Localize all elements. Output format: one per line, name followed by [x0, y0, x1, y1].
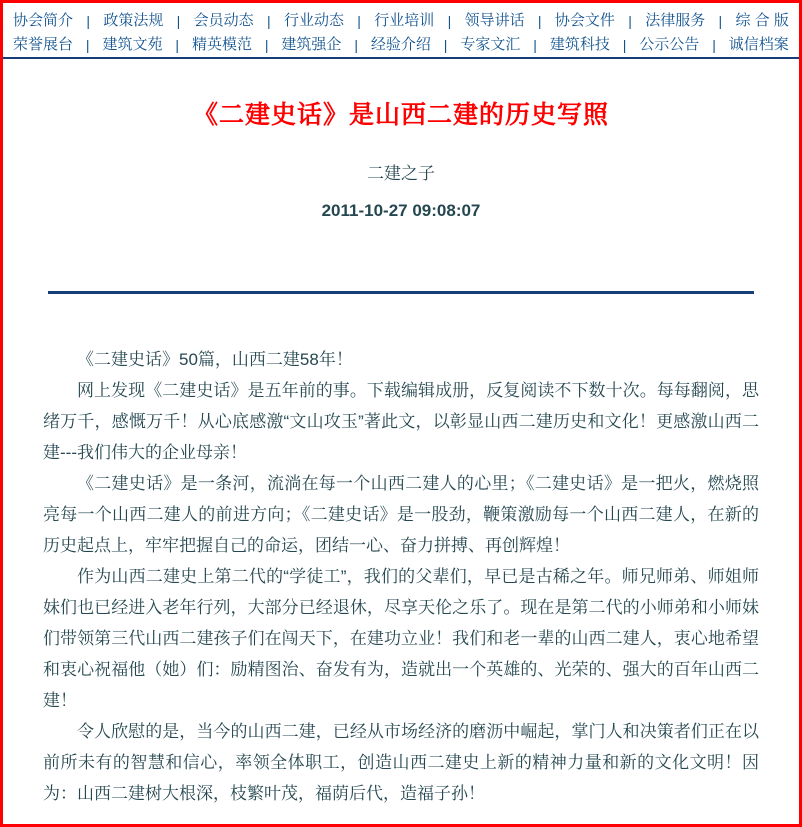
nav-separator: | [537, 13, 542, 29]
article-paragraph: 《二建史话》是一条河，流淌在每一个山西二建人的心里；《二建史话》是一把火，燃烧照亮每一个山西二建人的前进方向；《二建史话》是一股劲，鞭策激励每一个山西二建人，在新的历史起点上，牢牢把握自己的命运，团结一心、奋力拼搏、再创辉煌！ [43, 474, 759, 555]
nav-link[interactable]: 荣誉展台 [13, 36, 74, 53]
nav-separator: | [264, 37, 269, 53]
nav-link[interactable]: 公示公告 [639, 36, 700, 53]
nav-link[interactable]: 精英模范 [191, 36, 252, 53]
horizontal-divider [48, 291, 754, 294]
nav-link[interactable]: 经验介绍 [370, 36, 431, 53]
nav-row-1 [13, 9, 789, 33]
nav-link[interactable]: 综 合 版 [735, 12, 789, 29]
article-datetime: 2011-10-27 09:08:07 [321, 201, 481, 220]
nav-separator: | [533, 37, 537, 53]
nav-link[interactable]: 法律服务 [645, 12, 706, 29]
nav-separator: | [266, 13, 271, 29]
nav-link[interactable]: 政策法规 [103, 12, 164, 29]
nav-link[interactable]: 行业培训 [374, 12, 435, 29]
article-paragraph: 作为山西二建史上第二代的“学徒工”，我们的父辈们，早已是古稀之年。师兄师弟、师姐师妹们也已经进入老年行列，大部分已经退休，尽享天伦之乐了。现在是第二代的小师弟和小师妹们带领第三代山西二建孩子们在闯天下，在建功立业！我们和老一辈的山西二建人，衷心地希望和衷心祝福他（她）们：励精图治、奋发有为，造就出一个英雄的、光荣的、强大的百年山西二建！ [43, 567, 759, 710]
nav-separator: | [628, 13, 632, 29]
nav-separator: | [354, 37, 358, 53]
nav-row-2 [13, 33, 789, 57]
top-navigation [3, 3, 799, 59]
nav-link[interactable]: 领导讲话 [464, 12, 525, 29]
nav-separator: | [712, 37, 716, 53]
nav-separator: | [175, 37, 180, 53]
nav-link[interactable]: 建筑强企 [281, 36, 342, 53]
article-paragraph: 《二建史话》50篇，山西二建58年！ [77, 350, 353, 369]
article-title: 《二建史话》是山西二建的历史写照 [192, 101, 609, 129]
nav-link[interactable]: 会员动态 [193, 12, 254, 29]
nav-link[interactable]: 协会简介 [13, 12, 74, 29]
nav-separator: | [85, 37, 90, 53]
nav-separator: | [86, 13, 90, 29]
nav-link[interactable]: 协会文件 [554, 12, 615, 29]
nav-separator: | [447, 13, 452, 29]
nav-separator: | [622, 37, 627, 53]
nav-link[interactable]: 专家文汇 [460, 36, 521, 53]
nav-link[interactable]: 行业动态 [283, 12, 344, 29]
nav-separator: | [718, 13, 723, 29]
nav-link[interactable]: 建筑科技 [549, 36, 610, 53]
nav-separator: | [443, 37, 448, 53]
nav-link[interactable]: 诚信档案 [728, 36, 789, 53]
nav-separator: | [357, 13, 361, 29]
nav-separator: | [176, 13, 181, 29]
article-paragraph: 网上发现《二建史话》是五年前的事。下载编辑成册，反复阅读不下数十次。每每翻阅，思绪万千，感慨万千！从心底感激“文山攻玉”著此文，以彰显山西二建历史和文化！更感激山西二建---我们伟大的企业母亲！ [43, 381, 759, 462]
nav-link[interactable]: 建筑文苑 [102, 36, 163, 53]
article-body [43, 344, 759, 809]
article-author: 二建之子 [367, 164, 435, 183]
article-paragraph: 令人欣慰的是，当今的山西二建，已经从市场经济的磨沥中崛起，掌门人和决策者们正在以前所未有的智慧和信心，率领全体职工，创造山西二建史上新的精神力量和新的文化文明！因为：山西二建树大根深，枝繁叶茂，福荫后代，造福子孙！ [43, 722, 759, 803]
